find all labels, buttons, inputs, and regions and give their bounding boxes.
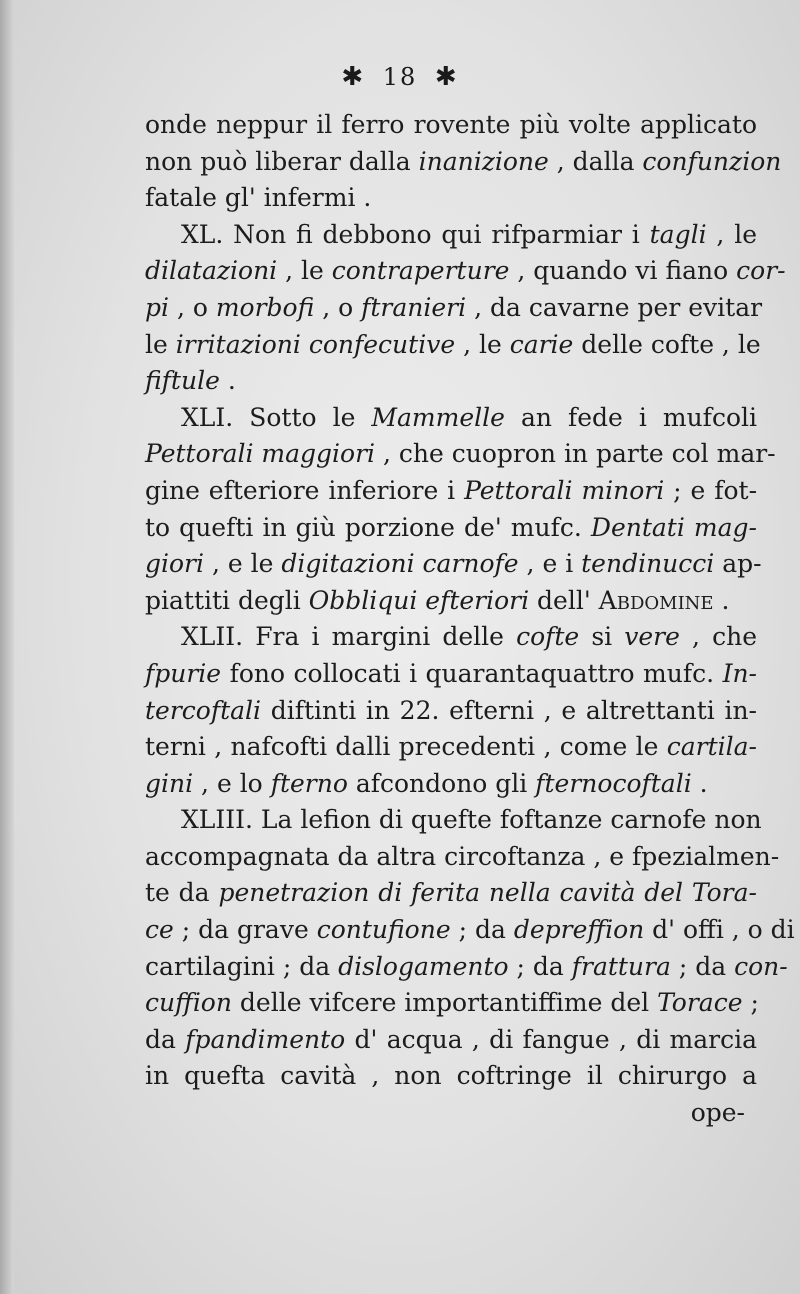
page-binding-edge: [0, 0, 14, 1294]
text-span: diftinti in 22. efterni , e altrettanti in-: [261, 695, 757, 725]
text-line: [145, 144, 782, 181]
text-span: , e le: [204, 549, 282, 579]
text-span: fatale gl' infermi .: [145, 183, 372, 213]
text-line: [145, 875, 757, 912]
text-line: [145, 729, 757, 766]
italic-term: dilatazioni: [145, 256, 278, 286]
text-span: , e lo: [193, 768, 271, 798]
italic-term: dislogamento: [338, 951, 509, 981]
text-line: [145, 985, 757, 1022]
text-line: [145, 473, 757, 510]
italic-term: tendinucci: [581, 549, 715, 579]
italic-term: pi: [145, 292, 169, 322]
text-span: afcondono gli: [347, 768, 536, 798]
italic-term: ce: [145, 915, 174, 945]
text-span: , o: [169, 292, 216, 322]
text-span: , dalla: [548, 146, 643, 176]
text-span: , quando vi fiano: [509, 256, 737, 286]
italic-term: contufione: [316, 915, 451, 945]
text-line: [145, 510, 757, 547]
text-line: [145, 253, 786, 290]
italic-term: penetrazion di ferita nella cavità del Tora-: [218, 878, 757, 908]
text-span: Abdomine: [598, 585, 714, 615]
text-span: fono collocati i quarantaquattro mufc.: [221, 658, 723, 688]
text-span: non può liberar dalla: [145, 146, 419, 176]
text-span: da: [145, 1024, 186, 1054]
text-line: [145, 1022, 757, 1059]
text-span: delle vifcere importantiffime del: [231, 988, 658, 1018]
text-span: .: [219, 366, 236, 396]
text-span: gine efteriore inferiore i: [145, 475, 465, 505]
italic-term: morbofi: [215, 292, 315, 322]
italic-term: contraperture: [331, 256, 510, 286]
italic-term: confunzion: [642, 146, 782, 176]
italic-term: fternocoftali: [535, 768, 692, 798]
italic-term: Obbliqui efteriori: [308, 585, 530, 615]
italic-term: vere: [624, 622, 680, 652]
page-body-text: [145, 107, 795, 1132]
page-number: 18: [382, 63, 418, 91]
text-span: accompagnata da altra circoftanza , e fpezialmen-: [145, 841, 780, 871]
text-span: onde neppur il ferro rovente più volte applicato: [145, 110, 757, 139]
ornament-right-icon: ✱: [434, 62, 459, 92]
italic-term: fpandimento: [185, 1024, 346, 1054]
text-span: , le: [277, 256, 332, 286]
text-span: si: [579, 622, 625, 652]
text-span: , le: [455, 329, 510, 359]
text-line: [145, 217, 757, 254]
text-span: .: [713, 585, 730, 615]
italic-term: inanizione: [418, 146, 549, 176]
text-span: ;: [742, 988, 759, 1018]
text-line: [145, 327, 761, 364]
text-line: [145, 1095, 757, 1132]
italic-term: tercoftali: [145, 695, 262, 725]
text-line: [145, 400, 757, 437]
text-line: [145, 436, 776, 473]
page-header: [0, 58, 800, 93]
text-span: ap-: [714, 549, 762, 579]
italic-term: depreffion: [513, 915, 645, 945]
text-line: [145, 1058, 757, 1095]
text-line: [145, 802, 762, 839]
text-span: , che cuopron in parte col mar-: [375, 439, 776, 469]
text-span: piattiti degli: [145, 585, 309, 615]
text-span: , le: [706, 219, 757, 249]
text-span: cartilagini ; da: [145, 951, 339, 981]
text-span: ; e fot-: [664, 475, 758, 505]
text-span: to quefti in giù porzione de' mufc.: [145, 512, 591, 542]
text-line: [145, 766, 757, 803]
text-line: [145, 107, 757, 144]
text-span: d' acqua , di fangue , di marcia: [345, 1024, 757, 1054]
italic-term: fterno: [270, 768, 348, 798]
text-span: , da cavarne per evitar: [466, 292, 763, 322]
text-span: ; da grave: [173, 915, 317, 945]
text-line: [145, 839, 780, 876]
italic-term: digitazioni carnofe: [281, 549, 519, 579]
italic-term: cofte: [516, 622, 580, 652]
text-span: terni , nafcofti dalli precedenti , come le: [145, 732, 667, 762]
text-span: ; da: [450, 915, 514, 945]
text-span: XLIII. La lefion di quefte foftanze carnofe non: [181, 805, 762, 835]
italic-term: Torace: [657, 988, 743, 1018]
text-span: .: [691, 768, 708, 798]
italic-term: carie: [509, 329, 574, 359]
italic-term: cor-: [736, 256, 786, 286]
text-line: [145, 619, 757, 656]
text-span: dell': [529, 585, 599, 615]
text-line: [145, 656, 757, 693]
italic-term: Dentati mag-: [590, 512, 757, 542]
text-span: ope-: [690, 1098, 745, 1128]
text-span: , che: [679, 622, 757, 652]
text-line: [145, 546, 762, 583]
text-line: [145, 912, 795, 949]
text-span: d' offi , o di: [644, 915, 795, 945]
italic-term: gini: [145, 768, 194, 798]
italic-term: frattura: [571, 951, 671, 981]
italic-term: fiftule: [145, 366, 220, 396]
text-span: , e i: [518, 549, 582, 579]
text-line: [145, 180, 757, 217]
text-line: [145, 693, 757, 730]
text-line: [145, 949, 788, 986]
text-span: in quefta cavità , non coftringe il chirurgo a: [145, 1061, 757, 1091]
italic-term: In-: [722, 658, 757, 688]
italic-term: Pettorali maggiori: [145, 439, 376, 469]
text-span: ; da: [508, 951, 572, 981]
text-span: ; da: [670, 951, 735, 981]
text-line: [145, 583, 757, 620]
italic-term: tagli: [649, 219, 707, 249]
text-span: te da: [145, 878, 219, 908]
italic-term: fpurie: [145, 658, 222, 688]
italic-term: irritazioni confecutive: [175, 329, 456, 359]
italic-term: Mammelle: [371, 402, 505, 432]
text-line: [145, 290, 763, 327]
italic-term: Pettorali minori: [464, 475, 665, 505]
text-span: , o: [314, 292, 362, 322]
text-span: XLII. Fra i margini delle: [181, 622, 517, 652]
text-span: XLI. Sotto le: [181, 402, 372, 432]
text-span: XL. Non fi debbono qui rifparmiar i: [181, 219, 650, 249]
italic-term: con-: [734, 951, 788, 981]
italic-term: giori: [145, 549, 204, 579]
italic-term: cuffion: [145, 988, 232, 1018]
text-line: [145, 363, 757, 400]
italic-term: ftranieri: [361, 292, 467, 322]
text-span: le: [145, 329, 176, 359]
ornament-left-icon: ✱: [341, 62, 366, 92]
italic-term: cartila-: [666, 732, 757, 762]
text-span: an fede i mufcoli: [504, 402, 757, 432]
text-span: delle cofte , le: [573, 329, 761, 359]
